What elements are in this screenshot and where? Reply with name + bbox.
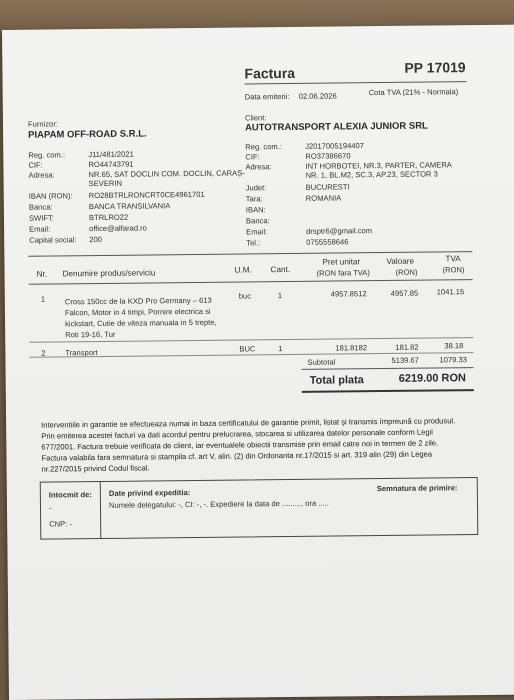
table-header-rule <box>29 279 473 285</box>
supplier-label: Furnizor: <box>27 119 59 129</box>
shipping-details: Numele delegatului: -, CI: -, -. Expediere la data de ........., ora ..... <box>108 498 329 510</box>
supplier-field-label: Banca: <box>28 202 53 212</box>
client-field-label: Adresa: <box>245 162 272 172</box>
supplier-field-label: Email: <box>29 224 51 234</box>
subtotal-rule <box>302 367 474 370</box>
supplier-field-label: Capital social: <box>29 235 77 245</box>
document-title: Factura <box>244 64 296 82</box>
subtotal-value: 5139.67 <box>391 355 419 365</box>
client-address: INT HORBOTEI, NR.3, PARTER, CAMERA <box>305 160 452 171</box>
row-description-line: Falcon, Motor in 4 timpi, Pornire electrica si <box>64 306 211 318</box>
client-cif: RO37386670 <box>305 151 351 161</box>
supplier-capital: 200 <box>89 234 102 245</box>
row-nr: 1 <box>40 294 46 304</box>
note-line: 677/2001. Factura trebuie verificata de client, iar eventualele obiectii transmise prin email catre noi in termen de 2 zile. <box>41 438 439 452</box>
client-country: ROMANIA <box>305 193 342 203</box>
supplier-field-label: Adresa: <box>28 170 55 180</box>
note-line: Factura valabila fara semnatura si stampila cf. art V, alin. (2) din Ordonanta nr.17/2015 si art. 319 alin (29) din Legea <box>41 449 433 463</box>
col-header-value: Valoare <box>386 256 415 266</box>
supplier-reg-com: J11/481/2021 <box>88 149 134 160</box>
col-header-quantity: Cant. <box>270 264 291 275</box>
row-description-line: kickstart, Cutie de viteza manuala in 5 trepte, <box>65 317 217 329</box>
supplier-email: office@alfarad.ro <box>89 223 147 234</box>
signature-label: Semnatura de primire: <box>376 483 458 494</box>
note-line: Interventiile in garantie se efectueaza numai in baza certificatului de garantie primit, listat și transmis împreună cu produsul. <box>41 416 456 430</box>
client-county: BUCURESTI <box>305 182 350 192</box>
client-field-label: Email: <box>246 227 268 237</box>
client-field-label: IBAN: <box>245 205 266 215</box>
vat-rate-label: Cota TVA (21% - Normala) <box>368 87 459 98</box>
row-quantity: 1 <box>278 344 283 354</box>
subtotal-vat: 1079.33 <box>439 355 467 365</box>
col-header-description: Denumire produs/serviciu <box>62 268 156 279</box>
issue-date-value: 02.06.2026 <box>298 91 337 101</box>
row-unit: buc <box>238 291 252 301</box>
row-description-line: Roti 19-16, Tur <box>65 329 116 340</box>
subtotal-label: Subtotal <box>307 357 336 367</box>
issuer-value: - <box>48 503 52 513</box>
client-field-label: Judet: <box>245 183 267 193</box>
invoice-page <box>2 25 514 700</box>
issuer-label: Intocmit de: <box>48 490 92 500</box>
supplier-name: PIAPAM OFF-ROAD S.R.L. <box>28 128 147 141</box>
client-email: drsptr6@gmail.com <box>306 226 373 236</box>
client-field-label: Tel.: <box>246 238 261 248</box>
client-field-label: Banca: <box>245 216 270 226</box>
row-value: 181.82 <box>395 342 419 352</box>
note-line: nr.227/2015 privind Codul fiscal. <box>41 463 150 474</box>
supplier-field-label: SWIFT: <box>28 213 54 223</box>
row-vat: 38.18 <box>444 341 464 351</box>
total-rule <box>302 389 474 393</box>
issuer-cnp: CNP: - <box>49 519 73 529</box>
col-header-unit: U.M. <box>234 265 252 275</box>
client-phone: 0755558646 <box>306 237 349 247</box>
client-name: AUTOTRANSPORT ALEXIA JUNIOR SRL <box>244 120 428 134</box>
client-field-label: Reg. com.: <box>245 142 283 152</box>
supplier-iban: RO28BTRLRONCRT0CE4961701 <box>88 189 205 201</box>
client-field-label: Tara: <box>245 194 263 204</box>
col-header-unit-price-sub: (RON fara TVA) <box>316 268 370 278</box>
total-label: Total plata <box>309 374 364 387</box>
row-vat: 1041.15 <box>436 287 465 297</box>
supplier-bank: BANCA TRANSILVANIA <box>88 201 171 212</box>
row-unit-price: 4957.8512 <box>330 289 367 299</box>
client-label: Client: <box>244 113 267 123</box>
issue-date-label: Data emiterii: <box>244 91 290 102</box>
col-header-unit-price: Pret unitar <box>322 257 361 267</box>
client-address-cont: NR. 1, BL.M2, SC.3, AP.23, SECTOR 3 <box>305 169 438 180</box>
note-line: Prin emiterea acestei facturi va dati acordul pentru prelucrarea, stocarea si utilizarea datelor personale conform Legii <box>41 427 433 441</box>
row-nr: 2 <box>41 348 46 358</box>
supplier-swift: BTRLRO22 <box>88 212 129 223</box>
supplier-field-label: CIF: <box>28 160 43 170</box>
row-value: 4957.85 <box>390 288 419 298</box>
col-header-vat: TVA <box>445 254 461 264</box>
row-quantity: 1 <box>277 291 283 301</box>
row-description-line: Cross 150cc de la KXD Pro Germany – 613 <box>64 295 212 307</box>
col-header-value-sub: (RON) <box>395 267 418 277</box>
col-header-nr: Nr. <box>36 269 48 279</box>
col-header-vat-sub: (RON) <box>442 265 465 275</box>
header-divider <box>245 81 467 84</box>
supplier-field-label: IBAN (RON): <box>28 191 73 201</box>
shipping-title: Date privind expeditia: <box>108 488 191 498</box>
client-field-label: CIF: <box>245 152 260 162</box>
supplier-field-label: Reg. com.: <box>28 150 66 160</box>
invoice-number: PP 17019 <box>404 59 466 76</box>
supplier-address: NR.65, SAT DOCLIN COM. DOCLIN, CARAȘ- <box>88 168 245 180</box>
supplier-cif: RO44743791 <box>88 159 134 170</box>
row-unit-price: 181.8182 <box>335 343 368 353</box>
row-unit: BUC <box>239 344 256 354</box>
row-description-line: Transport <box>65 348 98 358</box>
client-reg-com: J2017005194407 <box>305 141 364 151</box>
supplier-address-cont: SEVERIN <box>88 178 123 189</box>
total-value: 6219.00 RON <box>398 372 466 385</box>
